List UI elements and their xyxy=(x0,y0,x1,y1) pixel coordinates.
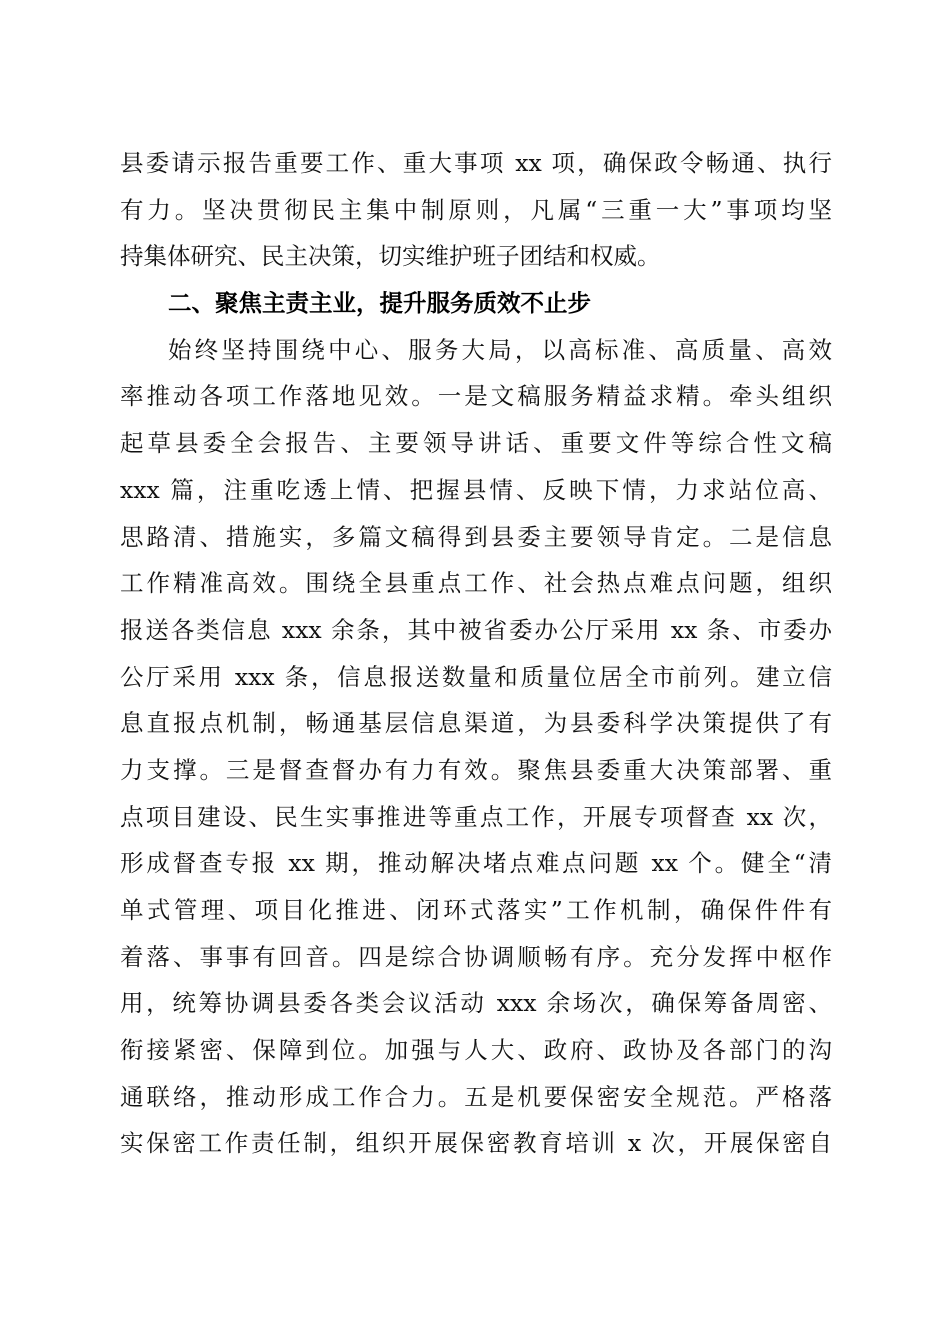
paragraph-line: 报送各类信息 xxx 余条，其中被省委办公厅采用 xx 条、市委办 xyxy=(120,615,832,644)
paragraph-line: 息直报点机制，畅通基层信息渠道，为县委科学决策提供了有 xyxy=(120,709,832,738)
paragraph-line: 形成督查专报 xx 期，推动解决堵点难点问题 xx 个。健全“清 xyxy=(120,849,832,878)
paragraph-line: 实保密工作责任制，组织开展保密教育培训 x 次，开展保密自 xyxy=(120,1129,832,1158)
paragraph-line: 起草县委全会报告、主要领导讲话、重要文件等综合性文稿 xyxy=(120,429,832,458)
paragraph-1 xyxy=(120,140,832,280)
paragraph-line: 单式管理、项目化推进、闭环式落实”工作机制，确保件件有 xyxy=(120,896,832,924)
paragraph-line: 县委请示报告重要工作、重大事项 xx 项，确保政令畅通、执行 xyxy=(120,149,832,177)
paragraph-line: xxx 篇，注重吃透上情、把握县情、反映下情，力求站位高、 xyxy=(120,475,832,504)
paragraph-line: 衔接紧密、保障到位。加强与人大、政府、政协及各部门的沟 xyxy=(120,1036,832,1065)
paragraph-line: 率推动各项工作落地见效。一是文稿服务精益求精。牵头组织 xyxy=(120,382,832,411)
paragraph-line: 持集体研究、民主决策，切实维护班子团结和权威。 xyxy=(120,242,661,271)
paragraph-2 xyxy=(120,327,832,1167)
paragraph-line: 工作精准高效。围绕全县重点工作、社会热点难点问题，组织 xyxy=(120,569,832,598)
paragraph-line: 着落、事事有回音。四是综合协调顺畅有序。充分发挥中枢作 xyxy=(120,942,832,971)
paragraph-line: 公厅采用 xxx 条，信息报送数量和质量位居全市前列。建立信 xyxy=(120,662,832,691)
paragraph-line: 力支撑。三是督查督办有力有效。聚焦县委重大决策部署、重 xyxy=(120,755,832,784)
paragraph-line: 始终坚持围绕中心、服务大局，以高标准、高质量、高效 xyxy=(168,335,832,364)
section-heading: 二、聚焦主责主业，提升服务质效不止步 xyxy=(168,289,591,318)
paragraph-line: 通联络，推动形成工作合力。五是机要保密安全规范。严格落 xyxy=(120,1082,832,1111)
body-text xyxy=(120,140,832,1167)
paragraph-line: 点项目建设、民生实事推进等重点工作，开展专项督查 xx 次， xyxy=(120,802,832,831)
paragraph-line: 有力。坚决贯彻民主集中制原则，凡属“三重一大”事项均坚 xyxy=(120,195,832,224)
paragraph-line: 思路清、措施实，多篇文稿得到县委主要领导肯定。二是信息 xyxy=(120,522,832,551)
paragraph-line: 用，统筹协调县委各类会议活动 xxx 余场次，确保筹备周密、 xyxy=(120,989,832,1018)
